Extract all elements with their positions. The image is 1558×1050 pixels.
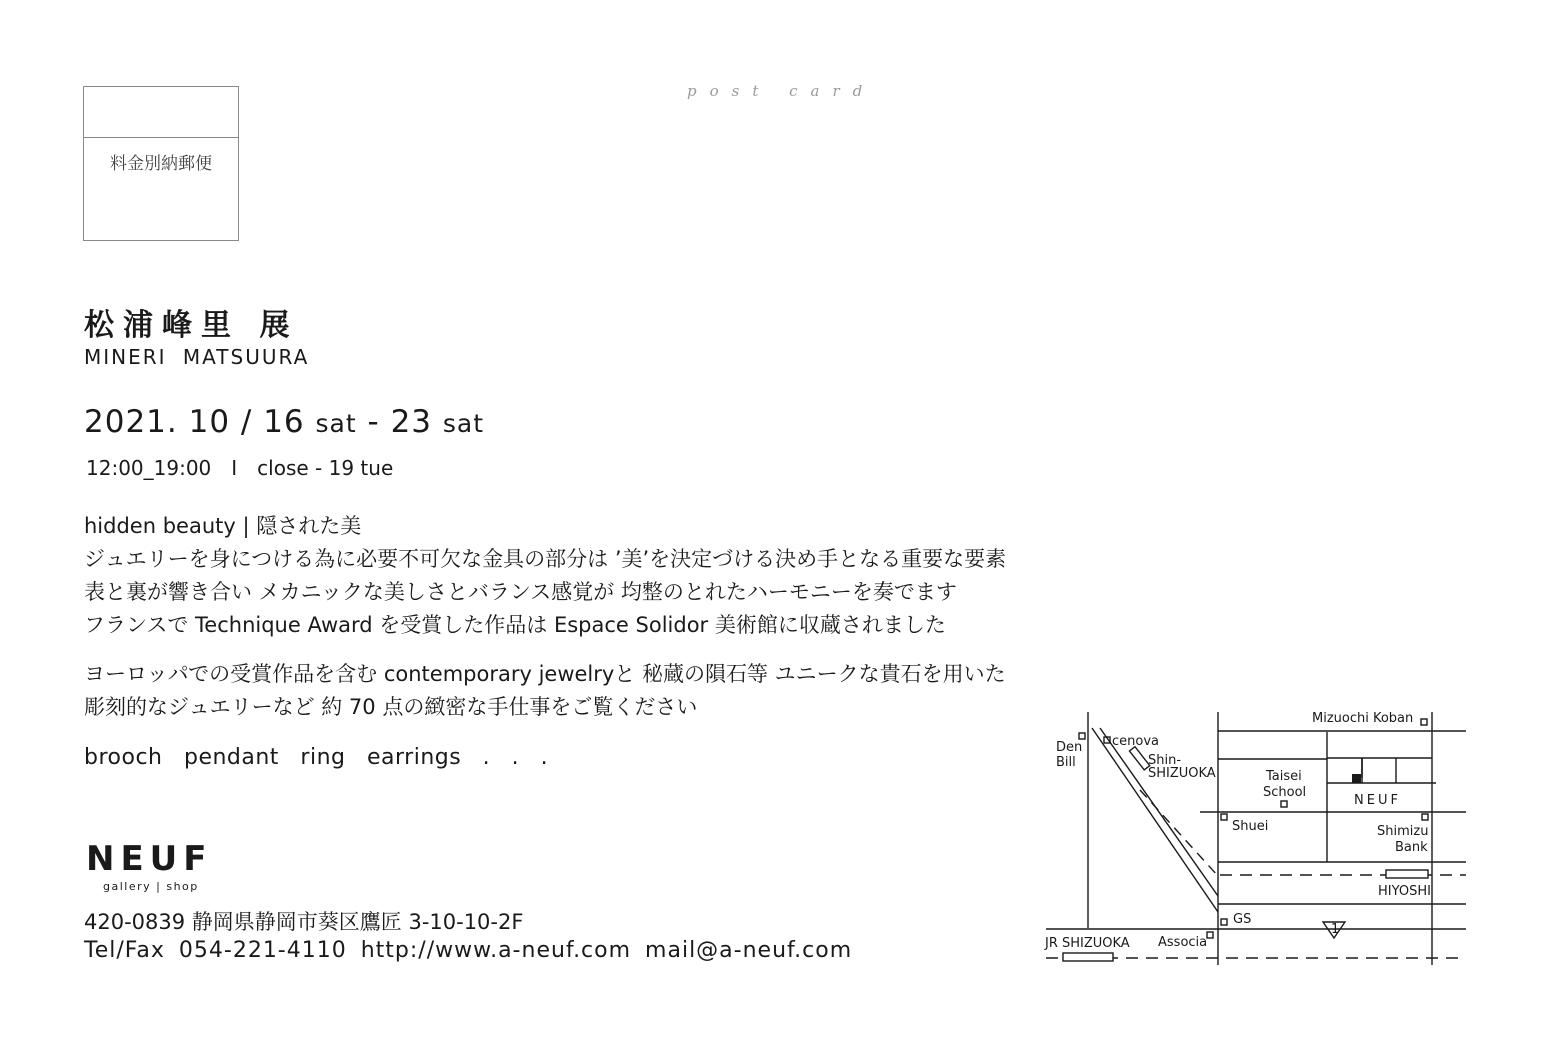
map-label-hiyoshi: HIYOSHI <box>1378 884 1431 899</box>
postage-text: 料金別納郵便 <box>110 154 212 174</box>
postage-stamp-box <box>83 86 239 241</box>
description-block-1 <box>84 510 1006 642</box>
map-label-shin-shizuoka: SHIZUOKA <box>1148 766 1216 781</box>
exhibition-dates <box>84 404 484 440</box>
map-label-school: School <box>1263 785 1307 800</box>
map-label-den: Den <box>1056 740 1083 755</box>
map-label-bill: Bill <box>1056 755 1076 770</box>
date-weekday-end: sat <box>442 409 485 438</box>
description-line: フランスで Technique Award を受賞した作品は Espace Solidor 美術館に収蔵されました <box>84 613 946 637</box>
gallery-contact: Tel/Fax 054-221-4110 http://www.a-neuf.com mail@a-neuf.com <box>84 938 853 963</box>
postcard-label: post card <box>687 82 876 100</box>
gallery-logo <box>86 840 213 893</box>
description-line: ヨーロッパでの受賞作品を含む contemporary jewelryと 秘蔵の隕石等 ユニークな貴石を用いた <box>84 662 1006 686</box>
route-1-icon: 1 <box>1331 922 1340 937</box>
map-label-mizuochi: Mizuochi Koban <box>1312 711 1414 726</box>
map-label-shin: Shin- <box>1148 753 1182 768</box>
map-label-bank: Bank <box>1395 840 1428 855</box>
exhibition-title-ja: 松浦峰里 展 <box>84 308 299 343</box>
neuf-location-marker <box>1352 774 1361 783</box>
map-label-neuf: NEUF <box>1354 793 1401 808</box>
map-label-taisei: Taisei <box>1266 769 1302 784</box>
date-start: 2021. 10 / 16 <box>84 404 305 440</box>
map-label-associa: Associa <box>1158 935 1208 950</box>
map-label-gs: GS <box>1233 912 1252 927</box>
item-types: brooch pendant ring earrings . . . <box>84 745 549 770</box>
logo-subtitle: gallery | shop <box>103 880 199 893</box>
gallery-address: 420-0839 静岡県静岡市葵区鷹匠 3-10-10-2F <box>84 910 524 934</box>
description-line: 彫刻的なジュエリーなど 約 70 点の緻密な手仕事をご覧ください <box>84 695 698 719</box>
logo-wordmark: NEUF <box>86 839 213 879</box>
map-label-jr-shizuoka: JR SHIZUOKA <box>1045 936 1130 951</box>
map-label-cenova: cenova <box>1112 734 1159 749</box>
exhibition-title-en: MINERI MATSUURA <box>84 345 310 369</box>
access-map <box>1040 700 1470 970</box>
map-label-shimizu: Shimizu <box>1377 824 1429 839</box>
opening-hours: 12:00_19:00 I close - 19 tue <box>86 456 394 480</box>
description-block-2 <box>84 658 1006 724</box>
description-line: hidden beauty | 隠された美 <box>84 514 362 538</box>
date-weekday-start: sat <box>315 409 357 438</box>
stamp-divider <box>84 137 238 138</box>
map-label-shuei: Shuei <box>1232 819 1269 834</box>
description-line: ジュエリーを身につける為に必要不可欠な金具の部分は ’美’を決定づける決め手となる重要な要素 <box>84 547 1007 571</box>
date-end: - 23 <box>356 404 443 440</box>
description-line: 表と裏が響き合い メカニックな美しさとバランス感覚が 均整のとれたハーモニーを奏でます <box>84 580 957 604</box>
